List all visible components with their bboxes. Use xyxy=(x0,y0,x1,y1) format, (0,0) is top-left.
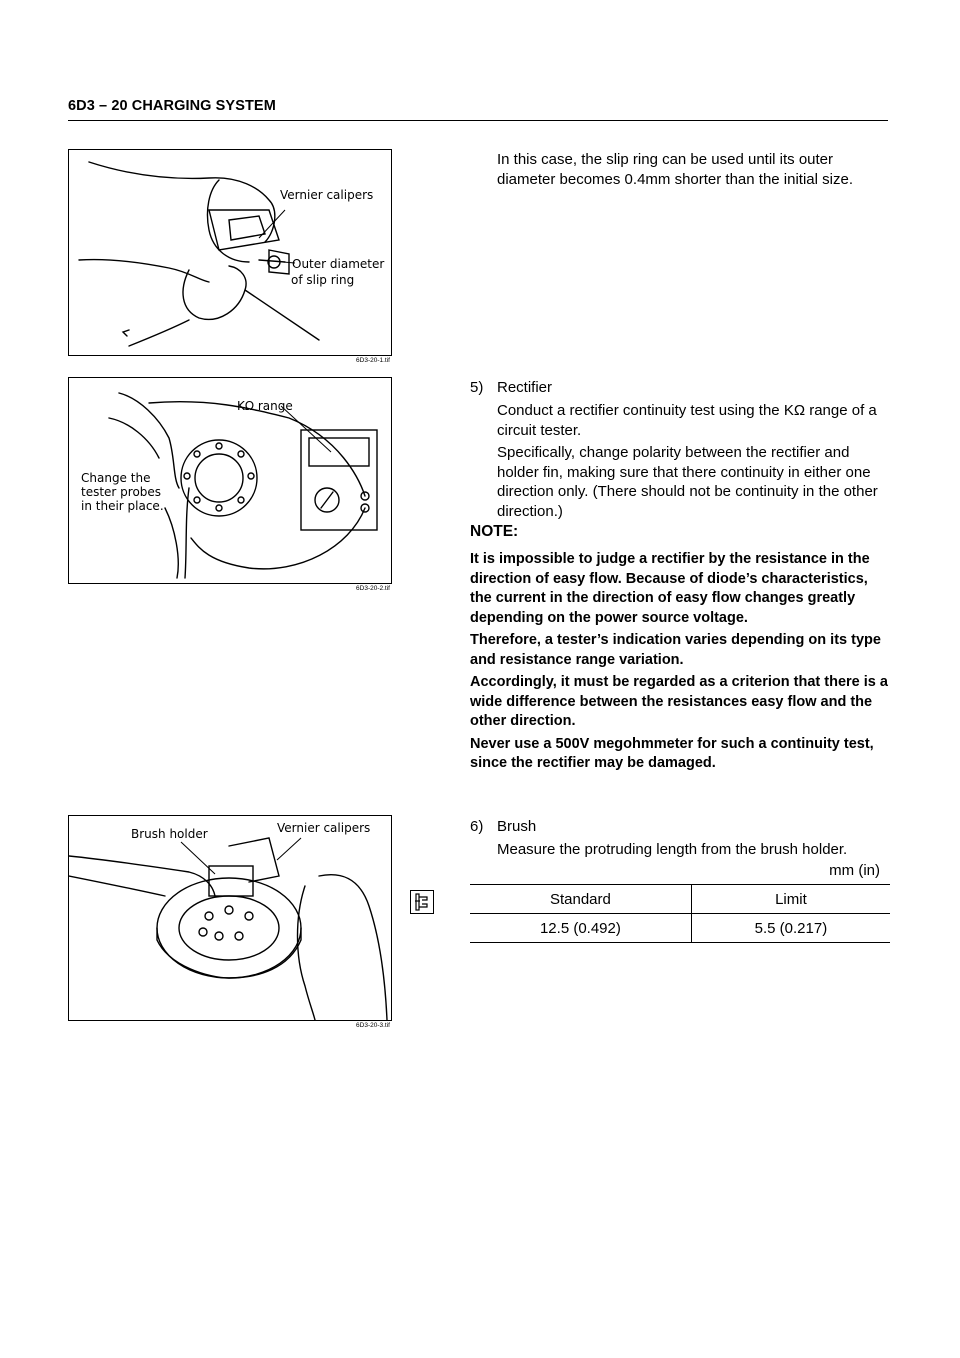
table-cell: 5.5 (0.217) xyxy=(691,914,890,943)
figure-1-label-2: Outer diameter xyxy=(292,257,385,271)
figure-2-caption: 6D3-20-2.tif xyxy=(356,585,390,592)
rectifier-heading: Rectifier xyxy=(497,379,553,396)
slip-ring-text: In this case, the slip ring can be used until its outer diameter becomes 0.4mm shorter than the initial size. xyxy=(497,151,853,188)
figure-3-label-2: Vernier calipers xyxy=(277,821,371,835)
figure-1-caption: 6D3-20-1.tif xyxy=(356,357,390,364)
figure-slip-ring xyxy=(68,149,392,356)
figure-1-label-3: of slip ring xyxy=(291,273,355,287)
rectifier-heading-number: 5) xyxy=(470,379,484,396)
brush-illustration xyxy=(69,816,391,1020)
table-cell: 12.5 (0.492) xyxy=(470,914,691,943)
figure-1-label-1: Vernier calipers xyxy=(280,188,374,202)
table-header-row xyxy=(470,885,890,914)
note-heading: NOTE: xyxy=(470,523,519,540)
rectifier-illustration xyxy=(69,378,391,583)
brush-spec-table xyxy=(470,884,890,943)
table-row xyxy=(470,914,890,943)
table-header-cell: Limit xyxy=(691,885,890,914)
unit-label: mm (in) xyxy=(829,862,880,879)
rectifier-para-2: Specifically, change polarity between the rectifier and holder fin, making sure that there continuity in either one direction only. (There should not be continuity in the other direction.) xyxy=(497,444,878,520)
brush-heading: Brush xyxy=(497,818,537,835)
note-paragraph-2: Therefore, a tester’s indication varies depending on its type and resistance range variation. xyxy=(470,632,881,668)
figure-2-label-4: in their place. xyxy=(81,499,164,513)
note-body xyxy=(470,550,890,777)
page-header: 6D3 – 20 CHARGING SYSTEM xyxy=(68,98,276,114)
specification-caliper-icon xyxy=(410,890,434,914)
figure-3-label-1: Brush holder xyxy=(131,827,208,841)
slip-ring-illustration xyxy=(69,150,391,355)
brush-text: Measure the protruding length from the brush holder. xyxy=(497,841,848,858)
figure-2-label-1: KΩ range xyxy=(237,399,293,413)
figure-2-label-3: tester probes xyxy=(81,485,162,499)
figure-brush xyxy=(68,815,392,1021)
header-rule xyxy=(68,120,888,121)
figure-2-label-2: Change the xyxy=(81,471,151,485)
brush-heading-number: 6) xyxy=(470,818,484,835)
rectifier-para-1: Conduct a rectifier continuity test using the KΩ range of a circuit tester. xyxy=(497,402,877,439)
note-paragraph-1: It is impossible to judge a rectifier by the resistance in the direction of easy flow. Because of diode’s characteristics, the current in the direction of easy flow changes greatly depending on the power source voltage. xyxy=(470,551,870,626)
figure-rectifier xyxy=(68,377,392,584)
note-paragraph-3: Accordingly, it must be regarded as a criterion that there is a wide difference between the resistances easy flow and the other direction. xyxy=(470,674,888,729)
note-paragraph-4: Never use a 500V megohmmeter for such a continuity test, since the rectifier may be damaged. xyxy=(470,735,874,771)
figure-3-caption: 6D3-20-3.tif xyxy=(356,1022,390,1029)
table-header-cell: Standard xyxy=(470,885,691,914)
